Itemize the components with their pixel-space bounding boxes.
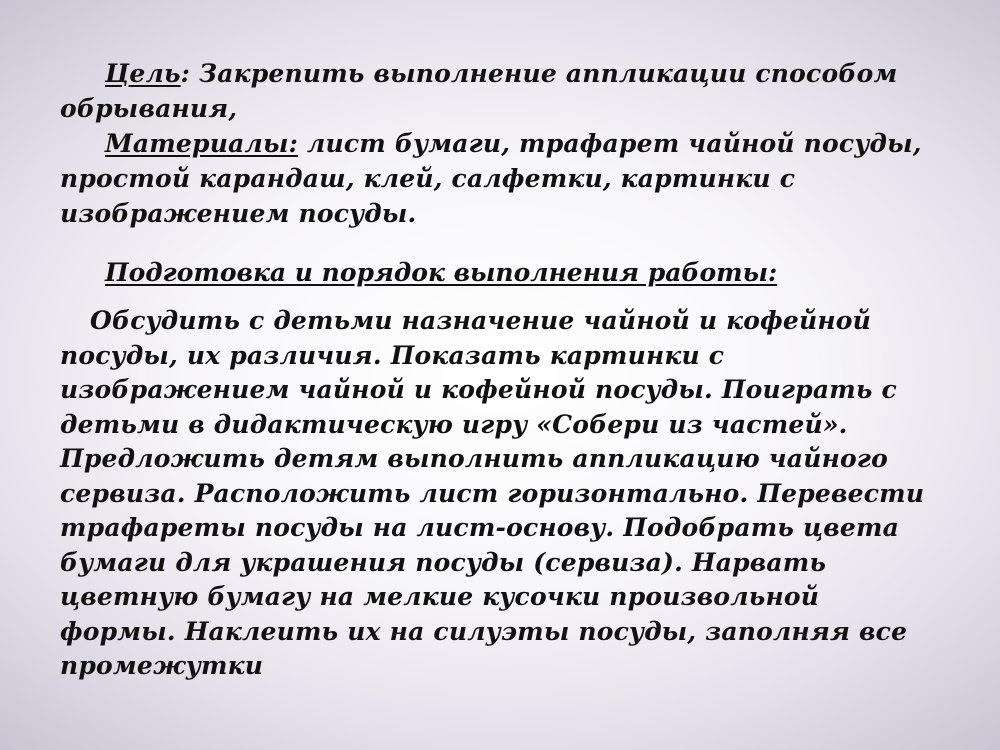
body-line: Обсудить с детьми назначение чайной и кофейной bbox=[90, 306, 872, 335]
materials-text-cont-1: простой карандаш, клей, салфетки, картинки с bbox=[60, 164, 796, 193]
materials-label: Материалы: bbox=[105, 129, 299, 158]
goal-line bbox=[60, 56, 920, 91]
section-heading: Подготовка и порядок выполнения работы: bbox=[105, 258, 778, 287]
body-line: трафареты посуды на лист-основу. Подобрать цвета bbox=[60, 513, 900, 542]
goal-text: : Закрепить выполнение аппликации способом bbox=[180, 59, 898, 88]
goal-text-cont: обрывания, bbox=[60, 94, 238, 123]
procedure-body bbox=[60, 304, 925, 684]
body-line: детьми в дидактическую игру «Собери из частей». bbox=[60, 409, 848, 439]
intro-block bbox=[60, 56, 920, 231]
goal-label: Цель bbox=[105, 59, 181, 88]
body-line: изображением чайной и кофейной посуды. Поиграть с bbox=[60, 375, 897, 404]
body-line: формы. Наклеить их на силуэты посуды, заполняя все bbox=[60, 616, 908, 646]
body-line: Предложить детям выполнить аппликацию чайного bbox=[60, 444, 889, 473]
body-line: бумаги для украшения посуды (сервиза). Нарвать bbox=[60, 547, 827, 577]
materials-text-cont-2: изображением посуды. bbox=[60, 199, 417, 228]
body-line: сервиза. Расположить лист горизонтально. Перевести bbox=[60, 478, 925, 508]
body-line: цветную бумагу на мелкие кусочки произвольной bbox=[60, 582, 820, 611]
materials-text: лист бумаги, трафарет чайной посуды, bbox=[298, 129, 922, 158]
body-line: посуды, их различия. Показать картинки с bbox=[60, 340, 725, 370]
body-line: промежутки bbox=[60, 651, 264, 680]
materials-line bbox=[60, 126, 920, 161]
